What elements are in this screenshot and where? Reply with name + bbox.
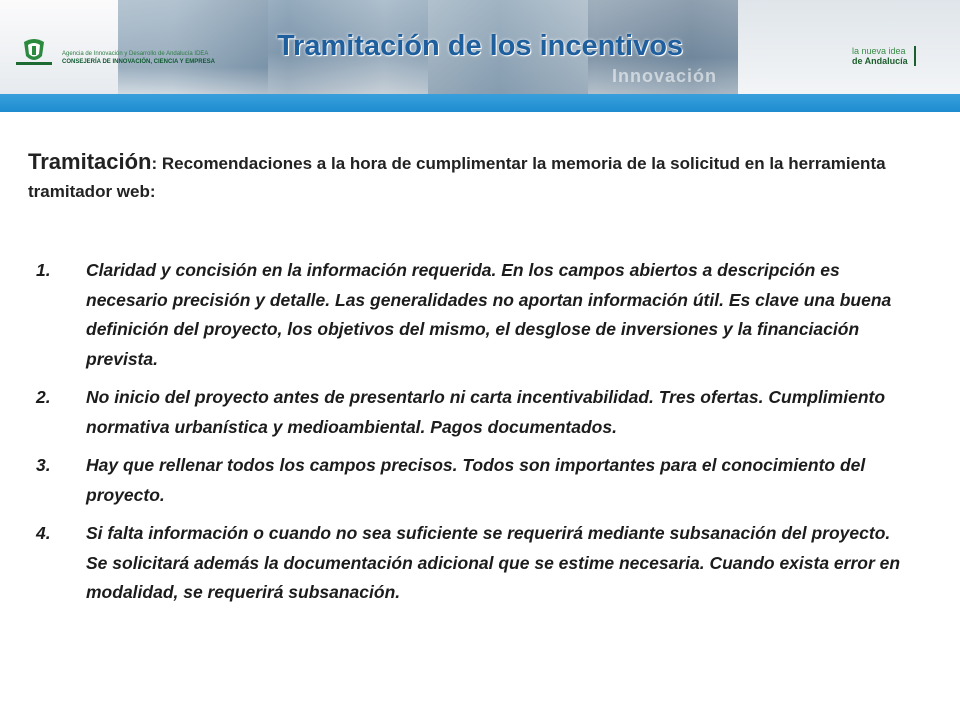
list-item	[36, 256, 916, 374]
intro-paragraph	[28, 148, 908, 206]
slogan-line-1: la nueva idea	[852, 46, 906, 56]
recommendations-list	[36, 256, 916, 617]
list-item-text: Si falta información o cuando no sea suficiente se requerirá mediante subsanación del proyecto. Se solicitará además la documentación adicional que se estime necesaria. Cuando exista error en modalidad, se requerirá subsanación.	[86, 523, 901, 602]
list-item-text: Claridad y concisión en la información requerida. En los campos abiertos a descripción es necesario precisión y detalle. Las generalidades no aportan información útil. Es clave una buena definición del proyecto, los objetivos del mismo, el desglose de inversiones y la financiación prevista.	[86, 260, 892, 369]
list-item	[36, 451, 916, 510]
list-item	[36, 383, 916, 442]
slogan-line-2: de Andalucía	[852, 56, 908, 66]
list-item-number: 3.	[36, 455, 51, 475]
list-item-number: 2.	[36, 387, 51, 407]
header-divider-strip	[0, 94, 960, 112]
list-item-number: 1.	[36, 260, 51, 280]
agency-name: Agencia de Innovación y Desarrollo de Andalucía IDEA	[62, 51, 209, 57]
intro-text: : Recomendaciones a la hora de cumplimentar la memoria de la solicitud en la herramienta tramitador web:	[28, 154, 886, 201]
ministry-name: CONSEJERÍA DE INNOVACIÓN, CIENCIA Y EMPRESA	[62, 59, 215, 65]
list-item-text: No inicio del proyecto antes de presentarlo ni carta incentivabilidad. Tres ofertas. Cumplimiento normativa urbanística y medioambiental. Pagos documentados.	[86, 387, 886, 437]
nueva-idea-logo	[852, 46, 916, 66]
intro-lead: Tramitación	[28, 149, 152, 174]
list-item-text: Hay que rellenar todos los campos precisos. Todos son importantes para el conocimiento del proyecto.	[86, 455, 866, 505]
header-banner	[0, 0, 960, 96]
list-item	[36, 519, 916, 608]
banner-watermark: Innovación	[612, 66, 718, 86]
list-item-number: 4.	[36, 523, 51, 543]
page-title: Tramitación de los incentivos	[276, 30, 684, 62]
